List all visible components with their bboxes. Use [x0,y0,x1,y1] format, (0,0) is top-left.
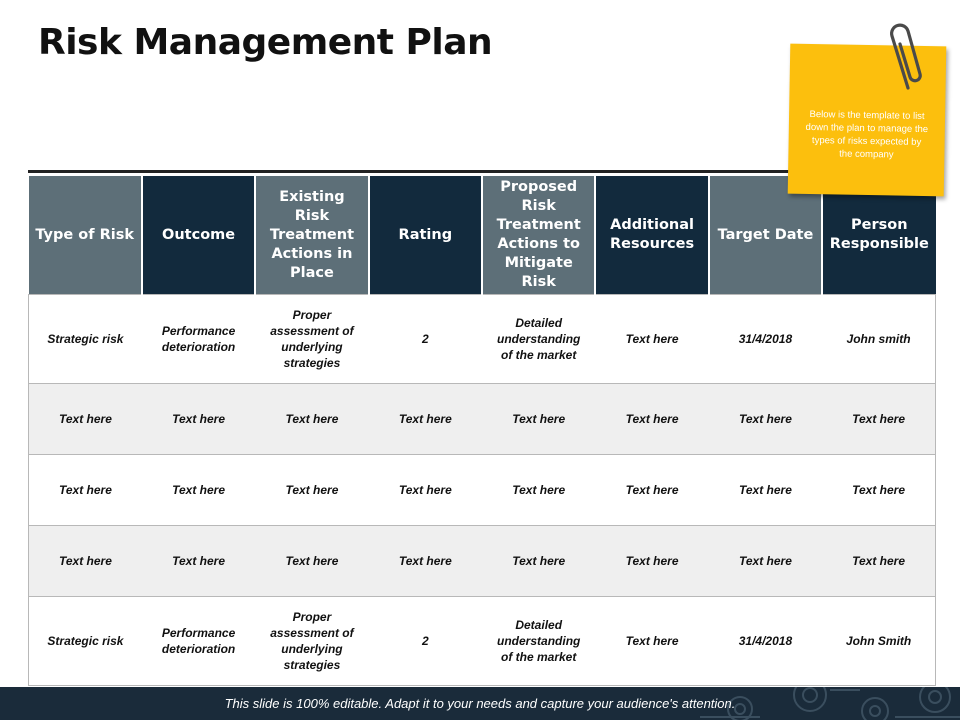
table-cell: Text here [822,384,935,455]
table-row [29,384,936,455]
column-header-person-responsible: Person Responsible [822,176,935,295]
table-cell: Text here [822,455,935,526]
table-cell: Text here [595,526,708,597]
table-cell: Text here [142,455,255,526]
table-cell: Text here [255,384,368,455]
table-cell: Performance deterioration [142,295,255,384]
table-cell: Text here [482,526,595,597]
footer-text: This slide is 100% editable. Adapt it to your needs and capture your audience's attention. [224,696,736,711]
risk-table [28,176,936,686]
table-cell: Text here [482,384,595,455]
table-cell: Text here [482,455,595,526]
column-header-type-of-risk: Type of Risk [29,176,142,295]
table-cell: Proper assessment of underlying strategies [255,597,368,686]
table-cell: 31/4/2018 [709,295,822,384]
table-row [29,597,936,686]
table-cell: Text here [595,384,708,455]
table-cell: Text here [29,384,142,455]
column-header-outcome: Outcome [142,176,255,295]
table-cell: Text here [29,526,142,597]
table-cell: Performance deterioration [142,597,255,686]
table-cell: John Smith [822,597,935,686]
table-cell: Text here [595,597,708,686]
table-cell: Text here [369,384,482,455]
table-cell: Text here [255,526,368,597]
table-cell: Text here [369,526,482,597]
table-row [29,455,936,526]
table-cell: Detailed understanding of the market [482,597,595,686]
table-cell: Text here [822,526,935,597]
table-cell: Strategic risk [29,597,142,686]
table-cell: Text here [709,384,822,455]
table-cell: Text here [369,455,482,526]
table-cell: Text here [595,455,708,526]
table-cell: Text here [595,295,708,384]
sticky-note-text: Below is the template to list down the plan to manage the types of risks expected by the company [805,108,929,161]
column-header-existing-actions: Existing Risk Treatment Actions in Place [255,176,368,295]
column-header-additional-resources: Additional Resources [595,176,708,295]
table-cell: 31/4/2018 [709,597,822,686]
table-cell: Proper assessment of underlying strategies [255,295,368,384]
table-cell: Strategic risk [29,295,142,384]
table-cell: John smith [822,295,935,384]
table-cell: Text here [709,455,822,526]
footer-bar [0,687,960,720]
column-header-target-date: Target Date [709,176,822,295]
table-cell: 2 [369,295,482,384]
column-header-proposed-actions: Proposed Risk Treatment Actions to Mitigate Risk [482,176,595,295]
table-cell: Text here [142,526,255,597]
table-row [29,295,936,384]
table-cell: 2 [369,597,482,686]
table-cell: Text here [255,455,368,526]
page-title: Risk Management Plan [38,22,493,63]
table-cell: Text here [142,384,255,455]
paperclip-icon [884,18,924,98]
table-cell: Text here [709,526,822,597]
table-row [29,526,936,597]
table-cell: Text here [29,455,142,526]
table-cell: Detailed understanding of the market [482,295,595,384]
column-header-rating: Rating [369,176,482,295]
